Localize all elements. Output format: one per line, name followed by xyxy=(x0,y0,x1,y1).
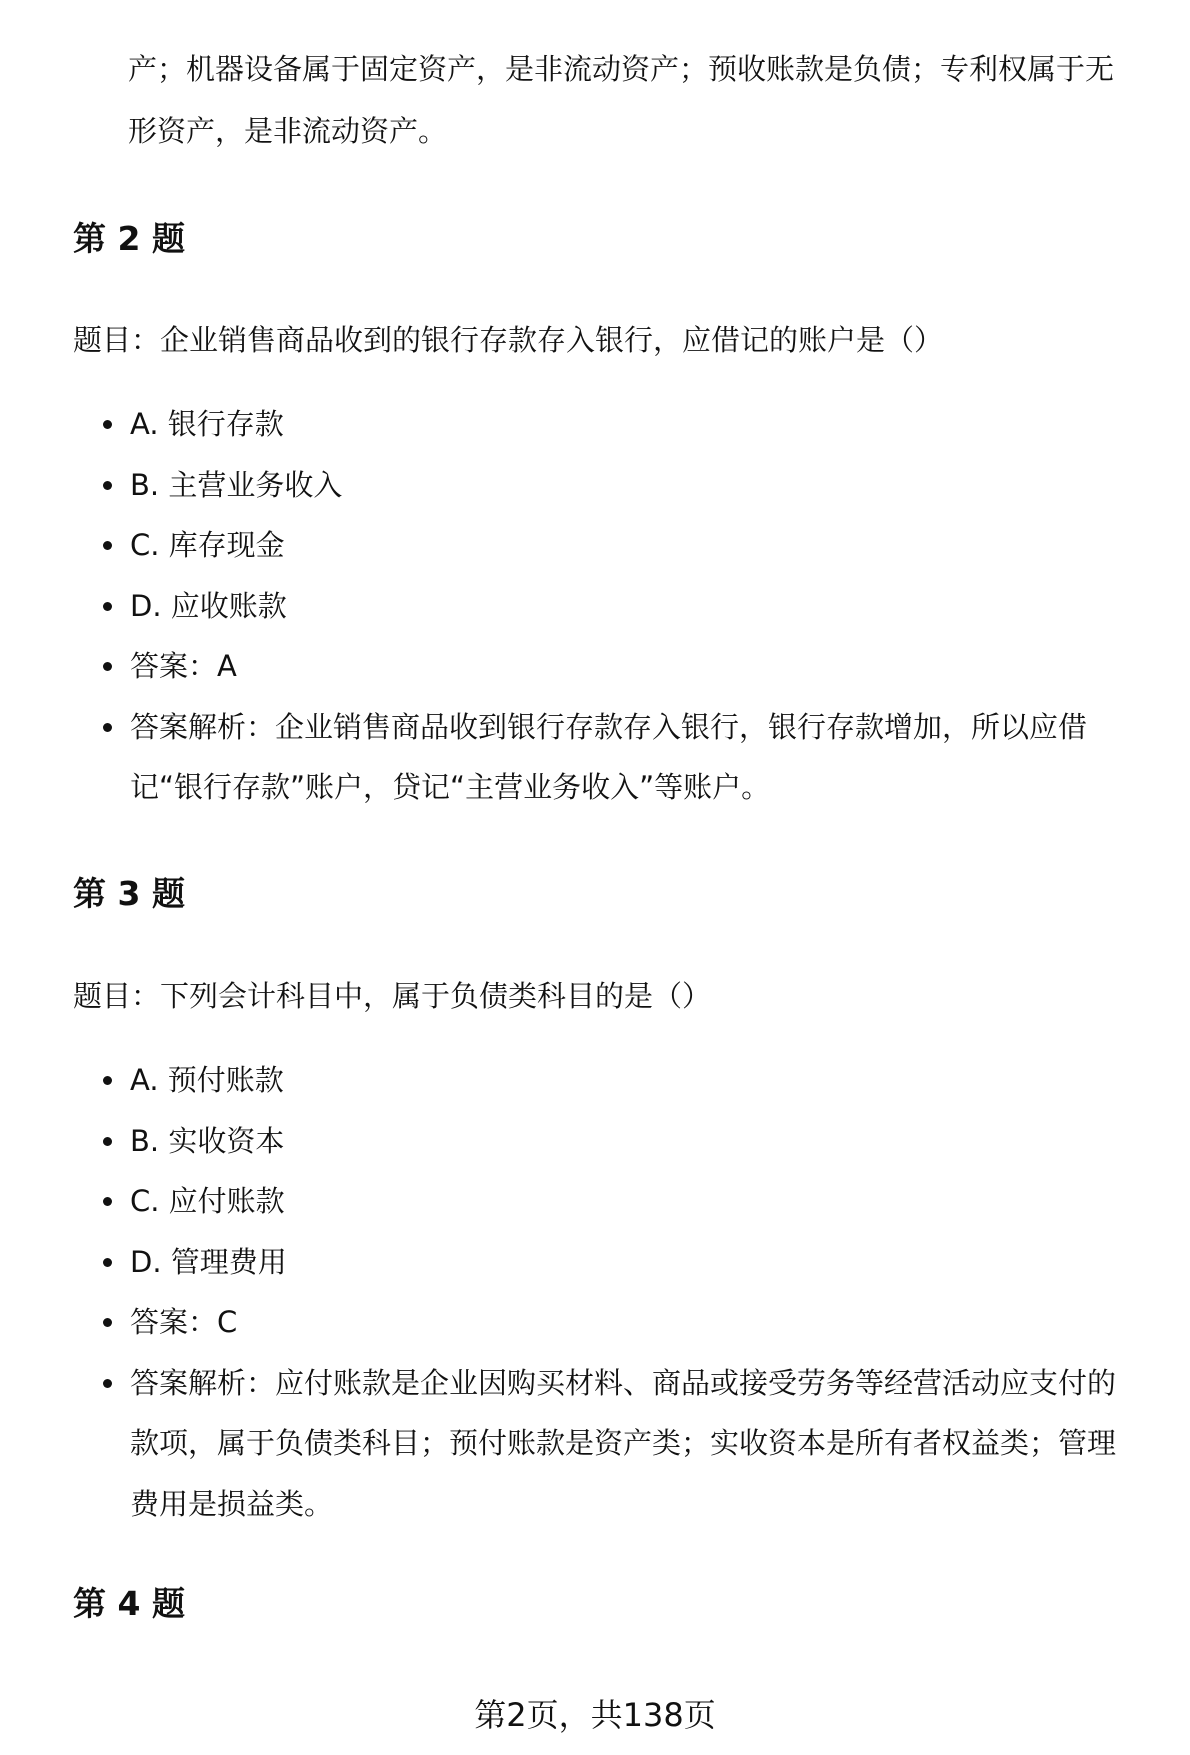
analysis xyxy=(130,1366,1116,1521)
option-d: D. 应收账款 xyxy=(130,588,287,623)
carryover-analysis xyxy=(128,38,1158,162)
analysis-line-2: 记“银行存款”账户，贷记“主营业务收入”等账户。 xyxy=(130,770,771,804)
question-2-stem: 题目：企业销售商品收到的银行存款存入银行，应借记的账户是（） xyxy=(73,323,944,357)
question-2-options-list xyxy=(0,394,1190,818)
list-item xyxy=(0,394,1160,455)
list-item xyxy=(0,636,1160,697)
list-item xyxy=(0,1050,1160,1111)
option-d: D. 管理费用 xyxy=(130,1244,287,1279)
bullet-icon xyxy=(103,1197,112,1206)
bullet-icon xyxy=(103,420,112,429)
analysis-line-1: 答案解析：应付账款是企业因购买材料、商品或接受劳务等经营活动应支付的 xyxy=(130,1365,1117,1400)
carryover-line-2: 形资产，是非流动资产。 xyxy=(128,114,448,148)
analysis xyxy=(130,710,1087,805)
list-item xyxy=(0,1353,1160,1535)
answer: 答案：C xyxy=(130,1305,238,1339)
list-item xyxy=(0,697,1160,818)
question-3-stem: 题目：下列会计科目中，属于负债类科目的是（） xyxy=(73,979,712,1013)
list-item xyxy=(0,515,1160,576)
question-3-heading: 第 3 题 xyxy=(73,874,185,913)
list-item xyxy=(0,1171,1160,1232)
question-4-heading: 第 4 题 xyxy=(73,1584,185,1623)
option-a: A. 预付账款 xyxy=(130,1063,284,1097)
carryover-line-1: 产；机器设备属于固定资产，是非流动资产；预收账款是负债；专利权属于无 xyxy=(128,52,1115,86)
option-b: B. 实收资本 xyxy=(130,1123,285,1158)
analysis-line-3: 费用是损益类。 xyxy=(130,1486,334,1521)
analysis-line-1: 答案解析：企业销售商品收到银行存款存入银行，银行存款增加，所以应借 xyxy=(130,709,1088,744)
option-b: B. 主营业务收入 xyxy=(130,467,343,502)
analysis-line-2: 款项，属于负债类科目；预付账款是资产类；实收资本是所有者权益类；管理 xyxy=(130,1426,1117,1460)
bullet-icon xyxy=(103,1076,112,1085)
option-c: C. 库存现金 xyxy=(130,528,285,562)
answer: 答案：A xyxy=(130,649,237,683)
bullet-icon xyxy=(103,1258,112,1267)
bullet-icon xyxy=(103,1137,112,1146)
question-2-heading: 第 2 题 xyxy=(73,219,185,258)
list-item xyxy=(0,1292,1160,1353)
page-number-footer: 第2页，共138页 xyxy=(474,1696,716,1734)
option-a: A. 银行存款 xyxy=(130,407,284,441)
question-3-options-list xyxy=(0,1050,1190,1534)
bullet-icon xyxy=(103,1318,112,1327)
bullet-icon xyxy=(103,481,112,490)
list-item xyxy=(0,1111,1160,1172)
list-item xyxy=(0,576,1160,637)
list-item xyxy=(0,1232,1160,1293)
bullet-icon xyxy=(103,723,112,732)
bullet-icon xyxy=(103,1379,112,1388)
bullet-icon xyxy=(103,662,112,671)
bullet-icon xyxy=(103,602,112,611)
bullet-icon xyxy=(103,541,112,550)
option-c: C. 应付账款 xyxy=(130,1184,285,1218)
list-item xyxy=(0,455,1160,516)
